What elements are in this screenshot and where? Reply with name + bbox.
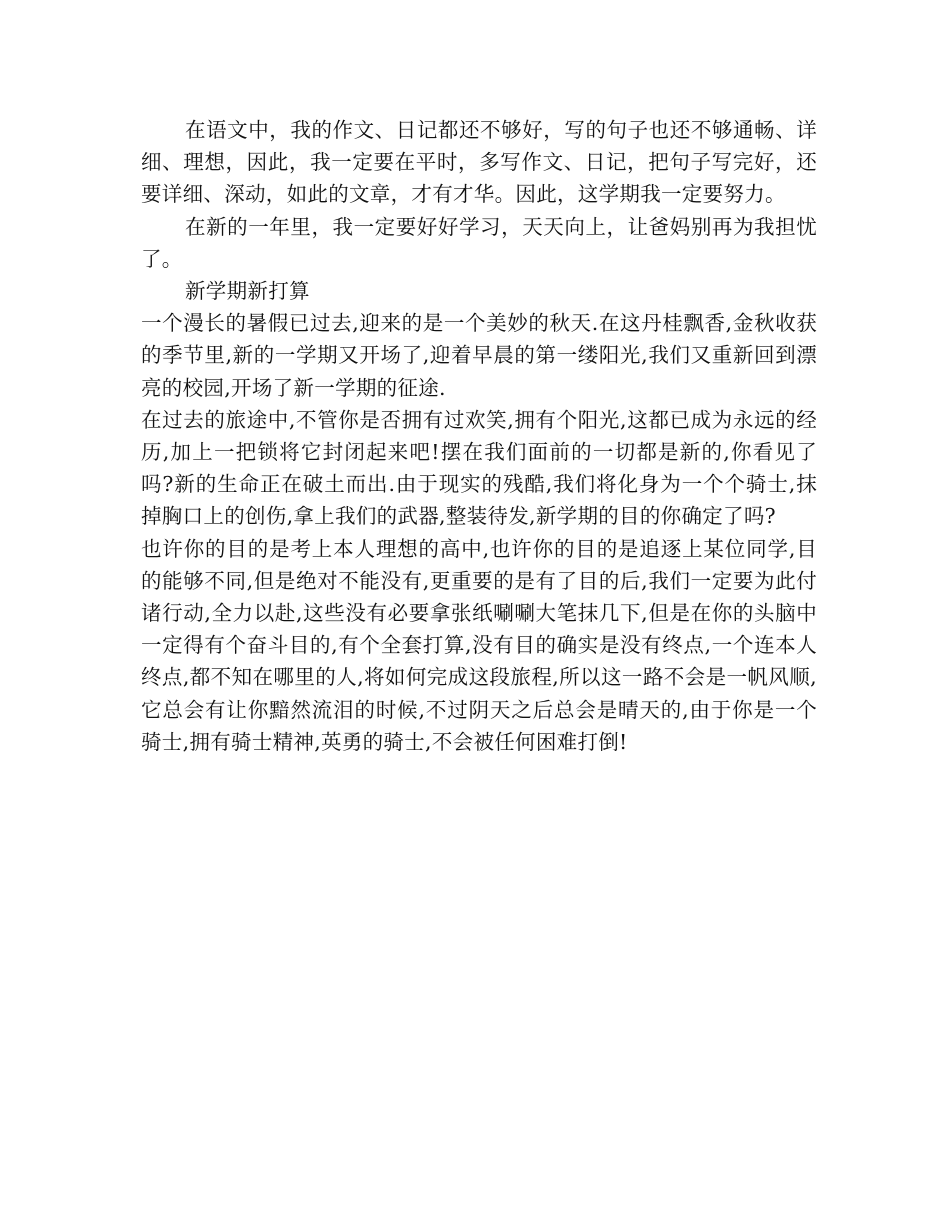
paragraph-new-year: 在新的一年里，我一定要好好学习，天天向上，让爸妈别再为我担忧了。 bbox=[141, 214, 817, 271]
document-body bbox=[141, 114, 817, 758]
paragraph-summer-over: 一个漫长的暑假已过去,迎来的是一个美妙的秋天.在这丹桂飘香,金秋收获的季节里,新的一学期又开场了,迎着早晨的第一缕阳光,我们又重新回到漂亮的校园,开场了新一学期的征途. bbox=[141, 311, 817, 400]
paragraph-goals: 也许你的目的是考上本人理想的高中,也许你的目的是追逐上某位同学,目的能够不同,但是绝对不能没有,更重要的是有了目的后,我们一定要为此付诸行动,全力以赴,这些没有必要拿张纸唰唰大笔抹几下,但是在你的头脑中一定得有个奋斗目的,有个全套打算,没有目的确实是没有终点,一个连本人终点,都不知在哪里的人,将如何完成这段旅程,所以这一路不会是一帆风顺,它总会有让你黯然流泪的时候,不过阴天之后总会是晴天的,由于你是一个骑士,拥有骑士精神,英勇的骑士,不会被任何困难打倒! bbox=[141, 536, 817, 754]
paragraph-past-journey: 在过去的旅途中,不管你是否拥有过欢笑,拥有个阳光,这都已成为永远的经历,加上一把锁将它封闭起来吧!摆在我们面前的一切都是新的,你看见了吗?新的生命正在破土而出.由于现实的残酷,我们将化身为一个个骑士,抹掉胸口上的创伤,拿上我们的武器,整装待发,新学期的目的你确定了吗? bbox=[141, 407, 817, 529]
section-heading: 新学期新打算 bbox=[185, 279, 310, 304]
paragraph-chinese-writing: 在语文中，我的作文、日记都还不够好，写的句子也还不够通畅、详细、理想，因此，我一定要在平时，多写作文、日记，把句子写完好，还要详细、深动，如此的文章，才有才华。因此，这学期我一定要努力。 bbox=[141, 118, 817, 207]
